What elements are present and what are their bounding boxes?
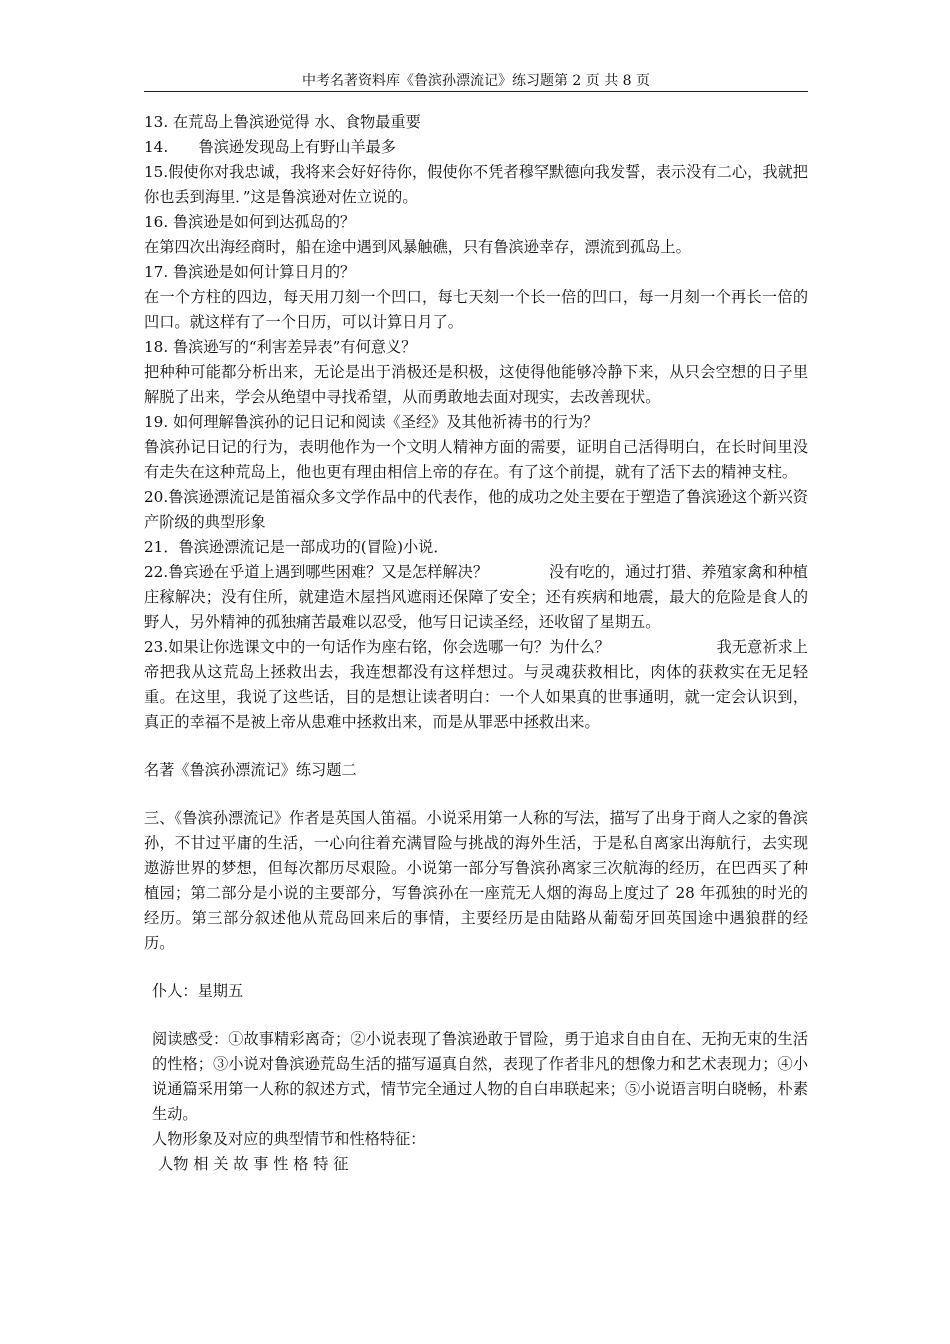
- question-23: 23.如果让你选课文中的一句话作为座右铭，你会选哪一句？为什么？ 我无意祈求上帝把我从这荒岛上拯救出去，我连想都没有这样想过。与灵魂获救相比，肉体的获救实在无足轻重。在这里，我说了这些话，目的是想让读者明白：一个人如果真的世事通明，就一定会认识到，真正的幸福不是被上帝从患难中拯救出来，而是从罪恶中拯救出来。: [144, 638, 808, 731]
- reading-feelings: 阅读感受：①故事精彩离奇；②小说表现了鲁滨逊敢于冒险，勇于追求自由自在、无拘无束的生活的性格；③小说对鲁滨逊荒岛生活的描写逼真自然，表现了作者非凡的想像力和艺术表现力；④小说通篇采用第一人称的叙述方式，情节完全通过人物的自白串联起来；⑤小说语言明白晓畅，朴素生动。: [152, 1030, 808, 1123]
- character-table-header: 人物 相 关 故 事 性 格 特 征: [158, 1155, 349, 1173]
- answer-16: 在第四次出海经商时，船在途中遇到风暴触礁，只有鲁滨逊幸存，漂流到孤岛上。: [144, 238, 691, 256]
- question-22: 22.鲁宾逊在乎道上遇到哪些困难？又是怎样解决？ 没有吃的，通过打猎、养殖家禽和种植庄稼解决；没有住所，就建造木屋挡风遮雨还保障了安全；还有疾病和地震，最大的危险是食人的野人，另外精神的孤独痛苦最难以忍受，他写日记读圣经，还收留了星期五。: [144, 563, 808, 631]
- characters-intro: 人物形象及对应的典型情节和性格特征：: [152, 1130, 426, 1148]
- question-21: 21．鲁滨逊漂流记是一部成功的(冒险)小说．: [144, 538, 449, 556]
- answer-17: 在一个方柱的四边，每天用刀刻一个凹口，每七天刻一个长一倍的凹口，每一月刻一个再长一倍的凹口。就这样有了一个日历，可以计算日月了。: [144, 288, 808, 331]
- question-13: 13. 在荒岛上鲁滨逊觉得 水、食物最重要: [144, 113, 421, 131]
- servant-line: 仆人：星期五: [152, 982, 244, 1000]
- question-14: 14. 鲁滨逊发现岛上有野山羊最多: [144, 138, 396, 156]
- section-title: 名著《鲁滨孙漂流记》练习题二: [144, 761, 357, 779]
- question-17: 17. 鲁滨逊是如何计算日月的？: [144, 263, 356, 281]
- answer-19: 鲁滨孙记日记的行为，表明他作为一个文明人精神方面的需要，证明自己活得明白，在长时间里没有走失在这种荒岛上，他也更有理由相信上帝的存在。有了这个前提，就有了活下去的精神支柱。: [144, 438, 808, 481]
- question-15: 15.假使你对我忠诚，我将来会好好待你，假使你不凭者穆罕默德向我发誓，表示没有二心，我就把你也丢到海里．”这是鲁滨逊对佐立说的。: [144, 163, 808, 206]
- answer-18: 把种种可能都分析出来，无论是出于消极还是积极，这使得他能够冷静下来，从只会空想的日子里解脱了出来，学会从绝望中寻找希望，从而勇敢地去面对现实，去改善现状。: [144, 363, 808, 406]
- question-20: 20.鲁滨逊漂流记是笛福众多文学作品中的代表作，他的成功之处主要在于塑造了鲁滨逊这个新兴资产阶级的典型形象: [144, 488, 808, 531]
- document-body: [144, 110, 808, 1177]
- page-header: 中考名著资料库《鲁滨孙漂流记》练习题第 2 页 共 8 页: [144, 72, 808, 92]
- question-18: 18. 鲁滨逊写的“利害差异表”有何意义？: [144, 338, 417, 356]
- intro-paragraph: 三、《鲁滨孙漂流记》作者是英国人笛福。小说采用第一人称的写法，描写了出身于商人之家的鲁滨孙，不甘过平庸的生活，一心向往着充满冒险与挑战的海外生活，于是私自离家出海航行，去实现遨游世界的梦想，但每次都历尽艰险。小说第一部分写鲁滨孙离家三次航海的经历，在巴西买了种植园；第二部分是小说的主要部分，写鲁滨孙在一座荒无人烟的海岛上度过了 28 年孤独的时光的经历。第三部分叙述他从荒岛回来后的事情，主要经历是由陆路从葡萄牙回英国途中遇狼群的经历。: [144, 809, 808, 952]
- question-19: 19. 如何理解鲁滨孙的记日记和阅读《圣经》及其他祈祷书的行为？: [144, 413, 599, 431]
- question-16: 16. 鲁滨逊是如何到达孤岛的？: [144, 213, 356, 231]
